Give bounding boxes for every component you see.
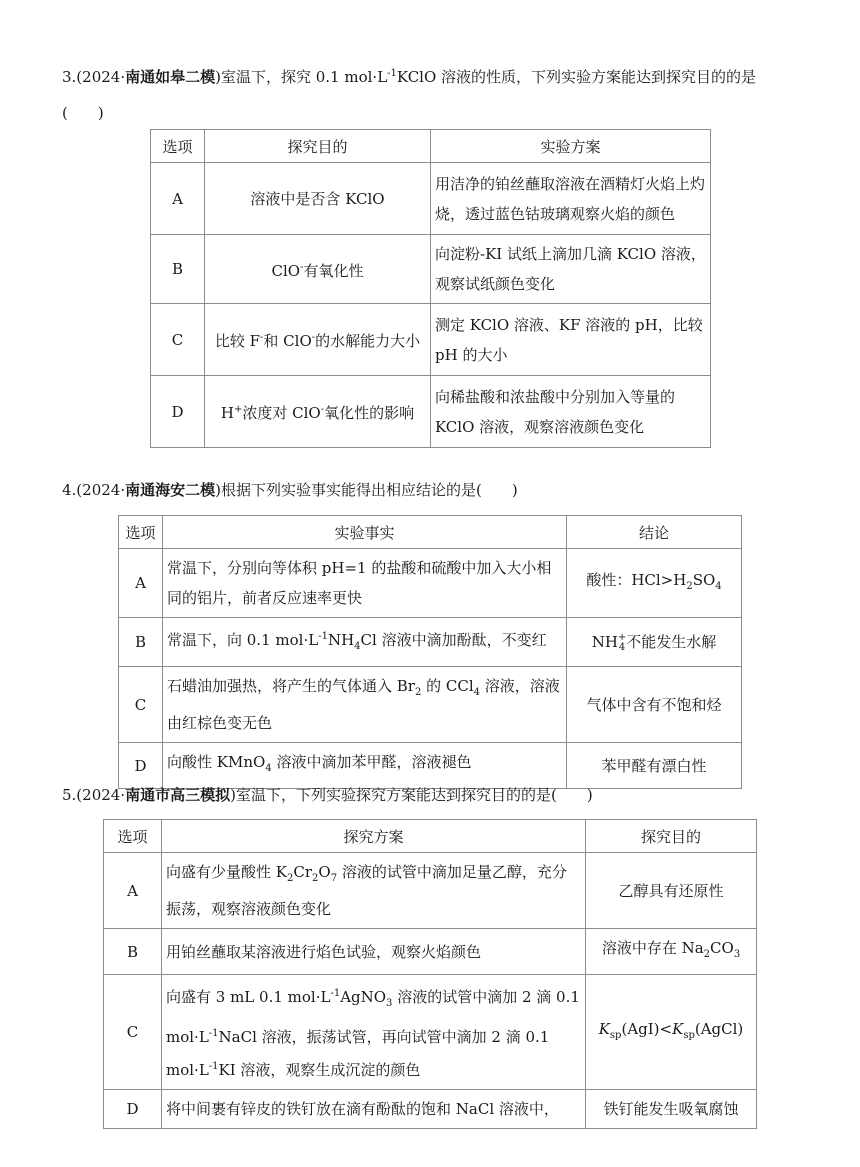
q5-stem	[62, 785, 593, 805]
header-option: 选项	[119, 516, 163, 549]
plan-cell: 向淀粉-KI 试纸上滴加几滴 KClO 溶液，观察试纸颜色变化	[431, 235, 711, 304]
table-row	[151, 304, 711, 376]
option-cell: C	[104, 975, 162, 1090]
header-plan: 实验方案	[431, 130, 711, 163]
option-cell: A	[119, 549, 163, 618]
q3-number: 3.(2024·	[62, 68, 126, 86]
q5-source: 南通市高三模拟	[125, 786, 231, 804]
option-cell: D	[119, 743, 163, 789]
table-row	[119, 618, 742, 667]
table-row	[104, 1090, 757, 1129]
header-goal: 探究目的	[205, 130, 431, 163]
table-header-row	[104, 820, 757, 853]
plan-cell: 用洁净的铂丝蘸取溶液在酒精灯火焰上灼烧，透过蓝色钴玻璃观察火焰的颜色	[431, 163, 711, 235]
goal-cell: H+浓度对 ClO-氧化性的影响	[205, 376, 431, 448]
goal-cell: ClO-有氧化性	[205, 235, 431, 304]
q3-text-pre: )室温下，探究 0.1 mol·L	[215, 68, 388, 86]
q3-text-sup: -1	[387, 68, 397, 79]
table-row	[151, 235, 711, 304]
option-cell: C	[151, 304, 205, 376]
goal-cell: 溶液中存在 $Na_2CO_3$	[586, 929, 757, 975]
option-cell: B	[104, 929, 162, 975]
table-row	[151, 376, 711, 448]
option-cell: B	[151, 235, 205, 304]
table-row	[104, 853, 757, 929]
table-header-row	[119, 516, 742, 549]
table-row	[151, 163, 711, 235]
table-row	[104, 975, 757, 1090]
table-row	[104, 929, 757, 975]
header-plan: 探究方案	[162, 820, 586, 853]
table-row	[119, 743, 742, 789]
q4-stem	[62, 480, 518, 500]
fact-cell: 石蜡油加强热，将产生的气体通入 $Br_2$ 的 CCl$_4$ 溶液，溶液由红棕色变无色	[163, 667, 567, 743]
plan-cell: 向盛有 3 mL 0.1 $mol\cdot L^{-1}AgNO_3$ 溶液的试管中滴加 2 滴 0.1 $mol\cdot L^{-1}NaCl$ 溶液，振荡试管，再向试管中滴加 2 滴 0.1 $mol\cdot L^{-1}KI$ 溶液，观察生成沉淀的颜色	[162, 975, 586, 1090]
plan-cell: 向盛有少量酸性 $K_2Cr_2O_7$ 溶液的试管中滴加足量乙醇，充分振荡，观察溶液颜色变化	[162, 853, 586, 929]
header-goal: 探究目的	[586, 820, 757, 853]
q5-text: )室温下，下列实验探究方案能达到探究目的的是( )	[230, 786, 593, 804]
fact-cell: 常温下，分别向等体积 pH=1 的盐酸和硫酸中加入大小相同的铝片，前者反应速率更快	[163, 549, 567, 618]
goal-cell: 乙醇具有还原性	[586, 853, 757, 929]
q5-number: 5.(2024·	[62, 786, 126, 804]
header-fact: 实验事实	[163, 516, 567, 549]
plan-cell: 向稀盐酸和浓盐酸中分别加入等量的 KClO 溶液，观察溶液颜色变化	[431, 376, 711, 448]
conclusion-cell: 苯甲醛有漂白性	[567, 743, 742, 789]
goal-cell: 比较 F-和 ClO-的水解能力大小	[205, 304, 431, 376]
conclusion-cell: NH + 4 不能发生水解	[567, 618, 742, 667]
q4-text: )根据下列实验事实能得出相应结论的是( )	[215, 481, 518, 499]
goal-cell: 溶液中是否含 KClO	[205, 163, 431, 235]
q3-answer-paren: ( )	[62, 104, 104, 122]
plan-cell: 将中间裹有锌皮的铁钉放在滴有酚酞的饱和 NaCl 溶液中，	[162, 1090, 586, 1129]
q3-text-post: KClO 溶液的性质，下列实验方案能达到探究目的的是	[396, 68, 757, 86]
q4-table	[118, 515, 742, 789]
option-cell: A	[151, 163, 205, 235]
header-option: 选项	[151, 130, 205, 163]
option-cell: A	[104, 853, 162, 929]
q4-number: 4.(2024·	[62, 481, 126, 499]
table-row	[119, 549, 742, 618]
q4-source: 南通海安二模	[125, 481, 216, 499]
goal-cell: 铁钉能发生吸氧腐蚀	[586, 1090, 757, 1129]
table-row	[119, 667, 742, 743]
q5-table	[103, 819, 757, 1129]
conclusion-cell: 酸性：$HCl>H_2SO_4$	[567, 549, 742, 618]
fact-cell: 常温下，向 0.1 $mol\cdot L^{-1}NH_4Cl$ 溶液中滴加酚酞，不变红	[163, 618, 567, 667]
option-cell: B	[119, 618, 163, 667]
option-cell: C	[119, 667, 163, 743]
goal-cell: $K_{sp}(AgI)<K_{sp}(AgCl)$	[586, 975, 757, 1090]
table-header-row	[151, 130, 711, 163]
fact-cell: 向酸性 KMnO$_4$ 溶液中滴加苯甲醛，溶液褪色	[163, 743, 567, 789]
plan-cell: 用铂丝蘸取某溶液进行焰色试验，观察火焰颜色	[162, 929, 586, 975]
option-cell: D	[151, 376, 205, 448]
plan-cell: 测定 KClO 溶液、KF 溶液的 pH，比较 pH 的大小	[431, 304, 711, 376]
option-cell: D	[104, 1090, 162, 1129]
q3-source: 南通如皋二模	[125, 68, 216, 86]
header-option: 选项	[104, 820, 162, 853]
header-conclusion: 结论	[567, 516, 742, 549]
q3-stem	[62, 64, 756, 87]
conclusion-cell: 气体中含有不饱和烃	[567, 667, 742, 743]
q3-table	[150, 129, 711, 448]
